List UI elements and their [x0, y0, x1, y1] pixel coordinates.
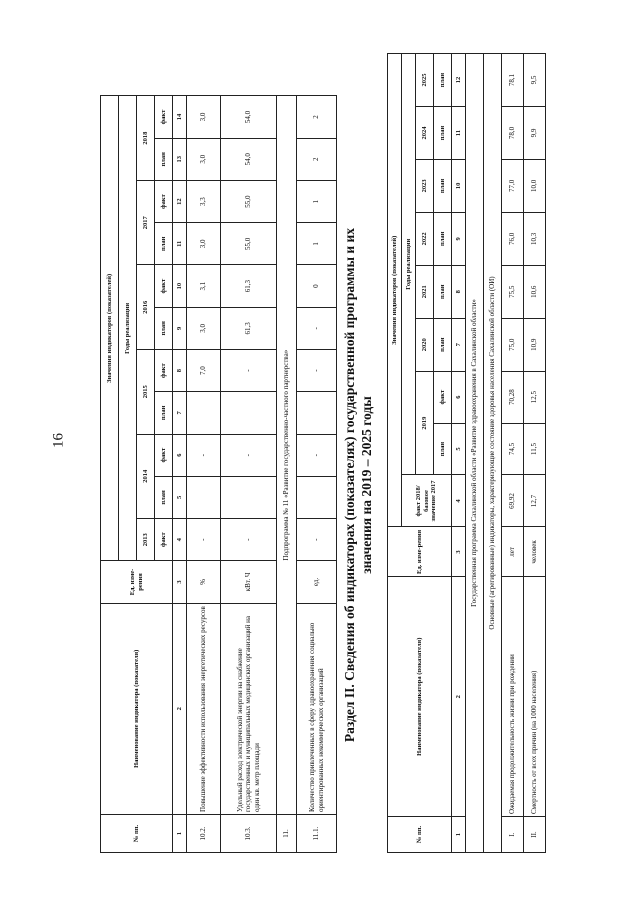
table-cell: 10,3 [524, 212, 546, 265]
row-unit: лет [502, 527, 524, 577]
year-header: 2021 [416, 265, 434, 318]
table-cell: - [297, 434, 337, 476]
column-number: 3 [173, 561, 187, 603]
col-header-no: № пп. [388, 817, 452, 853]
group-title: Основные (агрегированные) индикаторы, характеризующие состояние здоровья населения Сахалинской области (ОИ) [484, 54, 502, 853]
plan-header: план [155, 307, 173, 349]
column-number: 2 [452, 577, 466, 817]
plan-header: план [434, 423, 452, 475]
table-row [187, 54, 221, 853]
table-cell: 54,0 [221, 96, 277, 138]
row-number: 11.1. [297, 814, 337, 852]
column-number: 10 [452, 159, 466, 212]
plan-header: план [155, 223, 173, 265]
column-number: 9 [452, 212, 466, 265]
column-number-row [173, 54, 187, 853]
table-cell: 3,3 [187, 180, 221, 222]
fact-header: факт [155, 434, 173, 476]
col-header-base: факт 2018/ базовое значение 2017 [402, 475, 452, 527]
table-cell: 76,0 [502, 212, 524, 265]
table-cell: - [297, 519, 337, 561]
plan-header: план [434, 159, 452, 212]
indicators-table-2019-2025 [387, 53, 546, 853]
table-cell: 3,0 [187, 307, 221, 349]
row-name: Ожидаемая продолжительность жизни при рождении [502, 577, 524, 817]
row-number: 10.3. [221, 814, 277, 852]
table-row [524, 54, 546, 853]
plan-header: план [434, 107, 452, 160]
column-number: 5 [173, 476, 187, 518]
column-number: 2 [173, 603, 187, 814]
table-cell: - [297, 349, 337, 391]
fact-header: факт [155, 265, 173, 307]
col-header-values: Значения индикаторов (показателей) [388, 54, 402, 527]
year-header: 2018 [137, 96, 155, 181]
row-name: Смертность от всех причин (на 1000 населения) [524, 577, 546, 817]
program-title: Государственная программа Сахалинской области «Развитие здравоохранения в Сахалинской области» [466, 54, 484, 853]
table-cell: 9,9 [524, 107, 546, 160]
table-cell: 1 [297, 180, 337, 222]
table-cell: 70,28 [502, 371, 524, 423]
table-row [502, 54, 524, 853]
year-header: 2014 [137, 434, 155, 519]
row-unit: человек [524, 527, 546, 577]
plan-header: план [434, 212, 452, 265]
fact-header: факт [434, 371, 452, 423]
table-cell: 12,5 [524, 371, 546, 423]
column-number: 11 [452, 107, 466, 160]
table-row [297, 54, 337, 853]
table-cell: 77,0 [502, 159, 524, 212]
row-name: Удельный расход электрической энергии на снабжение государственных и муниципальных медицинских организаций на один кв. метр площади [221, 603, 277, 814]
column-number: 7 [173, 392, 187, 434]
table-cell: - [187, 519, 221, 561]
table-cell: 75,5 [502, 265, 524, 318]
page-number: 16 [50, 433, 67, 448]
column-number: 6 [173, 434, 187, 476]
table-cell: - [221, 434, 277, 476]
col-header-name: Наименование индикатора (показателя) [388, 577, 452, 817]
row-unit: кВт. Ч [221, 561, 277, 603]
table-cell [187, 392, 221, 434]
table-cell: 69,92 [502, 475, 524, 527]
table-cell: 55,0 [221, 180, 277, 222]
plan-header: план [155, 476, 173, 518]
table-cell [297, 476, 337, 518]
table-cell: - [187, 434, 221, 476]
col-header-values: Значения индикаторов (показателей) [101, 96, 119, 561]
table-cell: 11,5 [524, 423, 546, 475]
fact-header: факт [155, 180, 173, 222]
row-number: 11. [277, 814, 297, 852]
plan-header: план [434, 54, 452, 107]
row-unit: % [187, 561, 221, 603]
table-cell: 0 [297, 265, 337, 307]
col-header-years: Годы реализации [402, 54, 416, 476]
table-cell [297, 392, 337, 434]
table-cell: 78,0 [502, 107, 524, 160]
column-number: 6 [452, 371, 466, 423]
plan-header: план [155, 138, 173, 180]
indicators-table-2013-2018 [100, 53, 337, 853]
column-number: 7 [452, 318, 466, 371]
column-number: 8 [173, 349, 187, 391]
table-cell: 7,0 [187, 349, 221, 391]
column-number: 3 [452, 527, 466, 577]
col-header-unit: Ед. изме-рения [101, 561, 173, 603]
column-number: 10 [173, 265, 187, 307]
column-number-row [452, 54, 466, 853]
table-cell: 75,0 [502, 318, 524, 371]
program-row [466, 54, 484, 853]
table-cell [221, 392, 277, 434]
col-header-name: Наименование индикатора (показателя) [101, 603, 173, 814]
table-cell: 1 [297, 223, 337, 265]
year-header: 2017 [137, 180, 155, 265]
table-cell: - [297, 307, 337, 349]
row-number: II. [524, 817, 546, 853]
table-cell: 61,3 [221, 307, 277, 349]
column-number: 11 [173, 223, 187, 265]
table-cell: 2 [297, 96, 337, 138]
fact-header: факт [155, 96, 173, 138]
year-header: 2022 [416, 212, 434, 265]
year-header: 2015 [137, 349, 155, 434]
table-cell: - [221, 519, 277, 561]
col-header-no: № пп. [101, 814, 173, 852]
row-name: Количество привлеченных в сферу здравоохранения социально ориентированных некоммерческих организаций [297, 603, 337, 814]
year-header: 2020 [416, 318, 434, 371]
year-header: 2025 [416, 54, 434, 107]
plan-header: план [155, 392, 173, 434]
table-cell: 10,6 [524, 265, 546, 318]
table-cell: 54,0 [221, 138, 277, 180]
col-header-years: Годы реализации [119, 96, 137, 561]
plan-header: план [434, 318, 452, 371]
column-number: 1 [452, 817, 466, 853]
col-header-unit: Ед. изме-рения [388, 527, 452, 577]
fact-header: факт [155, 519, 173, 561]
table-cell: 9,5 [524, 54, 546, 107]
column-number: 4 [452, 475, 466, 527]
column-number: 12 [173, 180, 187, 222]
row-number: 10.2. [187, 814, 221, 852]
table-cell: 2 [297, 138, 337, 180]
table-cell: 3,1 [187, 265, 221, 307]
table-cell [187, 476, 221, 518]
table-cell: 3,0 [187, 223, 221, 265]
year-header: 2024 [416, 107, 434, 160]
row-name: Повышение эффективности использования энергетических ресурсов [187, 603, 221, 814]
table-cell [221, 476, 277, 518]
table-cell: 3,0 [187, 138, 221, 180]
subprogram-title: Подпрограмма № 11 «Развитие государственно-частного партнерства» [277, 96, 297, 815]
table-cell: 55,0 [221, 223, 277, 265]
column-number: 12 [452, 54, 466, 107]
table-cell: - [221, 349, 277, 391]
column-number: 5 [452, 423, 466, 475]
table-cell: 3,0 [187, 96, 221, 138]
table-cell: 74,5 [502, 423, 524, 475]
table-cell: 10,9 [524, 318, 546, 371]
column-number: 9 [173, 307, 187, 349]
plan-header: план [434, 265, 452, 318]
section-title: Раздел II. Сведения об индикаторах (показателях) государственной программы и их значения на 2019 – 2025 годы [342, 227, 374, 743]
year-header: 2023 [416, 159, 434, 212]
column-number: 8 [452, 265, 466, 318]
table-cell: 10,0 [524, 159, 546, 212]
row-number: I. [502, 817, 524, 853]
column-number: 14 [173, 96, 187, 138]
year-header: 2019 [416, 371, 434, 475]
year-header: 2016 [137, 265, 155, 350]
column-number: 1 [173, 814, 187, 852]
column-number: 4 [173, 519, 187, 561]
column-number: 13 [173, 138, 187, 180]
fact-header: факт [155, 349, 173, 391]
table-cell: 61,3 [221, 265, 277, 307]
table-cell: 78,1 [502, 54, 524, 107]
row-unit: ед. [297, 561, 337, 603]
table-row [221, 54, 277, 853]
group-row [484, 54, 502, 853]
year-header: 2013 [137, 519, 155, 561]
subprogram-row [277, 54, 297, 853]
table-cell: 12,7 [524, 475, 546, 527]
